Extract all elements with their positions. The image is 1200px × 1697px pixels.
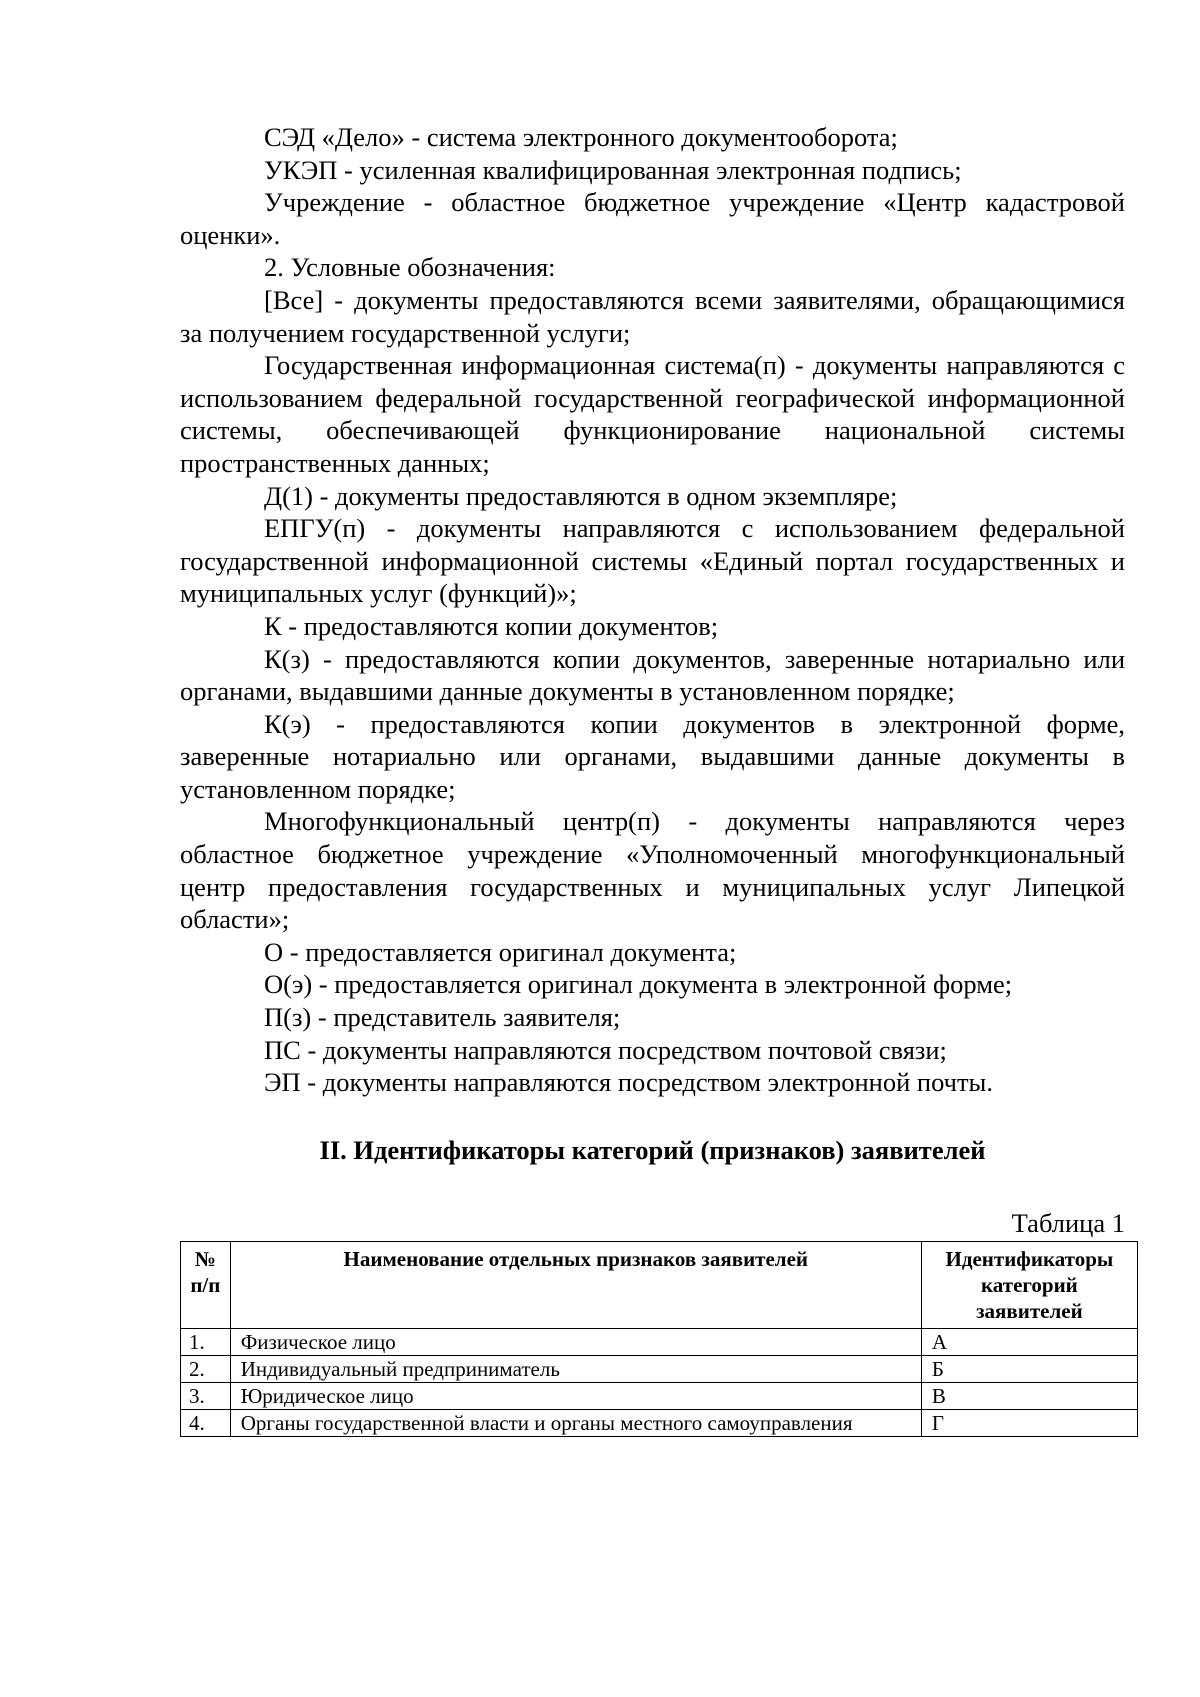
row-name: Юридическое лицо bbox=[230, 1382, 921, 1409]
row-number: 4. bbox=[181, 1409, 231, 1436]
applicant-identifiers-table bbox=[180, 1241, 1138, 1437]
row-number: 3. bbox=[181, 1382, 231, 1409]
header-number: № п/п bbox=[181, 1241, 231, 1328]
table-caption: Таблица 1 bbox=[1011, 1207, 1125, 1238]
table-header-row bbox=[181, 1241, 1138, 1328]
abbreviation-institution: Учреждение - областное бюджетное учреждение «Центр кадастровой оценки». bbox=[180, 187, 1125, 250]
legend-item-o: О - предоставляется оригинал документа; bbox=[264, 936, 737, 967]
legend-item-oe: О(э) - предоставляется оригинал документа в электронной форме; bbox=[264, 969, 1013, 1000]
row-name: Физическое лицо bbox=[230, 1328, 921, 1355]
legend-item-ps: ПС - документы направляются посредством почтовой связи; bbox=[264, 1034, 947, 1065]
legend-item-pz: П(з) - представитель заявителя; bbox=[264, 1002, 621, 1033]
table-row bbox=[181, 1328, 1138, 1355]
row-identifier: Г bbox=[921, 1409, 1137, 1436]
header-name: Наименование отдельных признаков заявителей bbox=[230, 1241, 921, 1328]
row-number: 2. bbox=[181, 1355, 231, 1382]
table-row bbox=[181, 1382, 1138, 1409]
document-body bbox=[180, 121, 1125, 1437]
legend-item-d1: Д(1) - документы предоставляются в одном экземпляре; bbox=[264, 480, 898, 511]
table-row bbox=[181, 1355, 1138, 1382]
table-row bbox=[181, 1409, 1138, 1436]
legend-item-all: [Все] - документы предоставляются всеми заявителями, обращающимися за получением государственной услуги; bbox=[180, 284, 1125, 348]
legend-item-kz: К(з) - предоставляются копии документов, заверенные нотариально или органами, выдавшими данные документы в установленном порядке; bbox=[180, 643, 1125, 707]
legend-item-epgu: ЕПГУ(п) - документы направляются с использованием федеральной государственной информационной системы «Единый портал государственных и муниципальных услуг (функций)»; bbox=[180, 513, 1125, 609]
row-identifier: А bbox=[921, 1328, 1137, 1355]
legend-item-k: К - предоставляются копии документов; bbox=[264, 610, 719, 641]
row-name: Органы государственной власти и органы местного самоуправления bbox=[230, 1409, 921, 1436]
abbreviation-ukep: УКЭП - усиленная квалифицированная электронная подпись; bbox=[264, 154, 962, 185]
legend-title: 2. Условные обозначения: bbox=[264, 252, 556, 283]
row-identifier: В bbox=[921, 1382, 1137, 1409]
legend-item-gis: Государственная информационная система(п) - документы направляются с использованием федеральной государственной географической информационной системы, обеспечивающей функционирование национальной системы пространственных данных; bbox=[180, 350, 1125, 478]
row-identifier: Б bbox=[921, 1355, 1137, 1382]
header-identifier: Идентификаторы категорий заявителей bbox=[921, 1241, 1137, 1328]
section-title: II. Идентификаторы категорий (признаков) заявителей bbox=[319, 1134, 986, 1165]
row-number: 1. bbox=[181, 1328, 231, 1355]
legend-item-ke: К(э) - предоставляются копии документов в электронной форме, заверенные нотариально или органами, выдавшими данные документы в установленном порядке; bbox=[180, 708, 1125, 804]
legend-item-mfc: Многофункциональный центр(п) - документы направляются через областное бюджетное учреждение «Уполномоченный многофункциональный центр предоставления государственных и муниципальных услуг Липецкой области»; bbox=[180, 806, 1125, 935]
row-name: Индивидуальный предприниматель bbox=[230, 1355, 921, 1382]
abbreviation-sed: СЭД «Дело» - система электронного документооборота; bbox=[264, 122, 898, 152]
legend-item-ep: ЭП - документы направляются посредством электронной почты. bbox=[264, 1067, 993, 1098]
